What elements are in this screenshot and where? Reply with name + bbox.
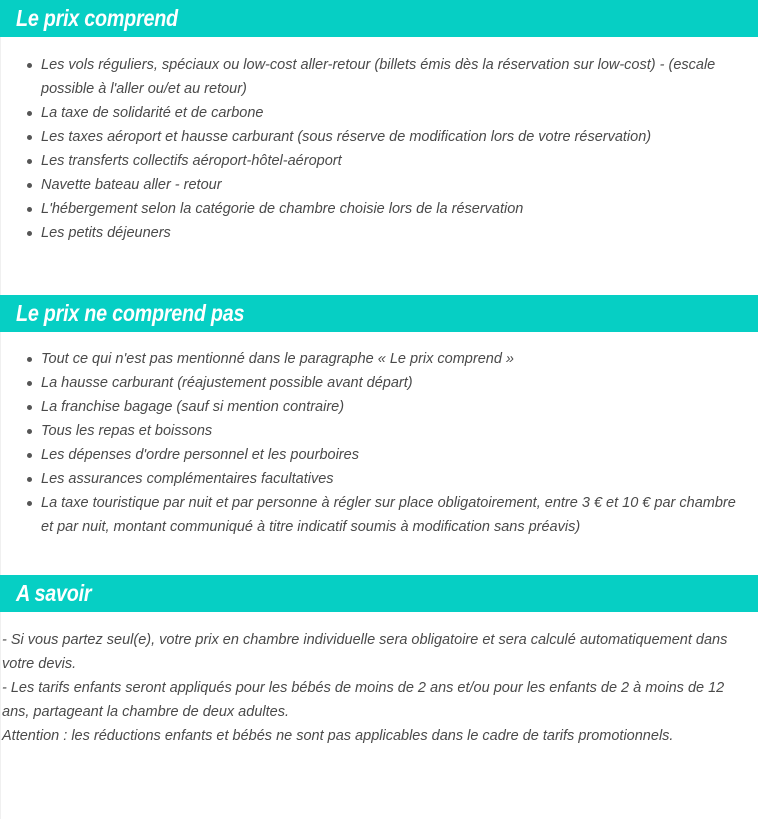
list-item-text: L'hébergement selon la catégorie de chambre choisie lors de la réservation xyxy=(41,201,524,217)
spacer xyxy=(1,245,758,295)
list-item xyxy=(1,395,758,419)
list-item-text: La taxe de solidarité et de carbone xyxy=(41,105,264,121)
section-title-prix-ne-comprend-pas: Le prix ne comprend pas xyxy=(16,300,245,326)
list-item-text: Les transferts collectifs aéroport-hôtel-aéroport xyxy=(41,153,342,169)
excluded-list xyxy=(1,347,758,539)
list-item-text: Les petits déjeuners xyxy=(41,225,171,241)
list-item-text: La hausse carburant (réajustement possible avant départ) xyxy=(41,375,413,391)
bullet-icon xyxy=(27,501,32,506)
list-item-text: Les assurances complémentaires facultatives xyxy=(41,471,334,487)
list-item xyxy=(1,173,758,197)
section-body-prix-comprend xyxy=(1,37,758,245)
bullet-icon xyxy=(27,477,32,482)
list-item xyxy=(1,443,758,467)
section-body-prix-ne-comprend-pas xyxy=(1,332,758,539)
bullet-icon xyxy=(27,429,32,434)
section-header-prix-comprend xyxy=(0,0,758,37)
included-list xyxy=(1,53,758,245)
bullet-icon xyxy=(27,357,32,362)
bullet-icon xyxy=(27,63,32,68)
bullet-icon xyxy=(27,207,32,212)
list-item-text: La taxe touristique par nuit et par personne à régler sur place obligatoirement, entre 3 € et 10 € par chambre et par nuit, montant communiqué à titre indicatif soumis à modification sans préavis) xyxy=(41,495,736,535)
list-item-text: Navette bateau aller - retour xyxy=(41,177,222,193)
list-item-text: Tout ce qui n'est pas mentionné dans le paragraphe « Le prix comprend » xyxy=(41,351,514,367)
list-item-text: La franchise bagage (sauf si mention contraire) xyxy=(41,399,345,415)
list-item xyxy=(1,467,758,491)
list-item xyxy=(1,221,758,245)
section-header-prix-ne-comprend-pas xyxy=(0,295,758,332)
paragraph: - Les tarifs enfants seront appliqués pour les bébés de moins de 2 ans et/ou pour les enfants de 2 à moins de 12 ans, partageant la chambre de deux adultes. xyxy=(2,680,725,720)
paragraph: Attention : les réductions enfants et bébés ne sont pas applicables dans le cadre de tarifs promotionnels. xyxy=(2,728,674,744)
list-item xyxy=(1,101,758,125)
bullet-icon xyxy=(27,453,32,458)
list-item xyxy=(1,125,758,149)
bullet-icon xyxy=(27,231,32,236)
list-item xyxy=(1,197,758,221)
bullet-icon xyxy=(27,405,32,410)
section-title-prix-comprend: Le prix comprend xyxy=(16,5,178,31)
paragraph: - Si vous partez seul(e), votre prix en chambre individuelle sera obligatoire et sera calculé automatiquement dans votre devis. xyxy=(2,632,728,672)
bullet-icon xyxy=(27,135,32,140)
list-item xyxy=(1,491,758,539)
section-title-a-savoir: A savoir xyxy=(16,580,92,606)
spacer xyxy=(1,539,758,575)
bullet-icon xyxy=(27,111,32,116)
list-item-text: Les taxes aéroport et hausse carburant (sous réserve de modification lors de votre réservation) xyxy=(41,129,652,145)
list-item-text: Les vols réguliers, spéciaux ou low-cost aller-retour (billets émis dès la réservation sur low-cost) - (escale possible à l'aller ou/et au retour) xyxy=(41,57,716,97)
bullet-icon xyxy=(27,381,32,386)
list-item-text: Les dépenses d'ordre personnel et les pourboires xyxy=(41,447,359,463)
section-header-a-savoir xyxy=(0,575,758,612)
list-item xyxy=(1,419,758,443)
list-item xyxy=(1,371,758,395)
list-item xyxy=(1,53,758,101)
section-body-a-savoir xyxy=(1,612,758,748)
bullet-icon xyxy=(27,183,32,188)
list-item-text: Tous les repas et boissons xyxy=(41,423,213,439)
list-item xyxy=(1,149,758,173)
bullet-icon xyxy=(27,159,32,164)
list-item xyxy=(1,347,758,371)
